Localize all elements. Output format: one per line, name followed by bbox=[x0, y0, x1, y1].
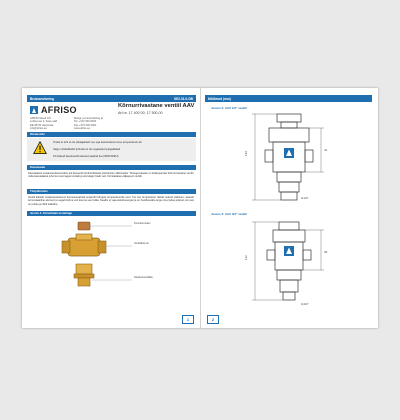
warning-triangle-icon bbox=[33, 141, 47, 155]
callout-body: Ventiilkorpus bbox=[134, 242, 149, 245]
document-spread bbox=[22, 88, 378, 328]
valve-drawing-2 bbox=[225, 218, 355, 308]
valve-installation-illustration bbox=[32, 216, 192, 306]
page-left bbox=[22, 88, 200, 328]
dim-2-a: 36 bbox=[324, 250, 328, 254]
page-header-bar bbox=[27, 95, 196, 102]
brand-name: AFRISO bbox=[41, 105, 77, 115]
warning-text-3: Kinnitatud kasutusvõimalused saadud ka (2006/42/EÜ). bbox=[53, 155, 120, 158]
page-number-1[interactable]: 1 bbox=[182, 315, 194, 324]
dim-1-total: 136 bbox=[244, 150, 248, 156]
section-usage-header: Kasutusala bbox=[27, 165, 196, 170]
document-title: Kõrnurrivastane ventiil AAV bbox=[118, 103, 195, 109]
warning-text-1: Tootel ei tohi ei ole pikaajaliselt vee ega kasutuskoormuse temperatuuri all. bbox=[53, 141, 143, 144]
header-section-title: Mõõtmed (mm) bbox=[208, 96, 231, 101]
section-figure-header: Joonis 1: Kõrvaltrakt tootelõige bbox=[27, 211, 196, 216]
usage-paragraph: Kasutatakse soojaveesüsteemides kui lisaventiil toruhooldusele pöördvoolu vältimiseks. Tootega kaasas on kokkupandav kõrnurrivastane ventiil, mida kasutatakse juhul kui vesi tagasi voolab ja siis klapp hoiab vett. Kinnitatakse väljaspool ventiili. bbox=[28, 172, 194, 179]
operation-paragraph: Ventiil kaitseb soojaveesüsteemi kuumaveeahela soojendit kõrgete temperatuuride eest. Kui vee temperatuur ületab seatud väärtuse, avaneb termostaatiline element ja segab külma vett kuuma vee hulka. Seadis ei vaja elektrienergiat ja on hooldusvaba kogu oma tööea jooksul, kui vesi on puhas ja rõhk stabiilne. bbox=[28, 196, 194, 206]
section-operation-header: Tööpõhimõte bbox=[27, 189, 196, 194]
document-subtitle: Art.nr. 17 400 00, 17 500 00 bbox=[118, 111, 163, 115]
dim-1-a: 41 bbox=[324, 148, 328, 152]
page-number-2[interactable]: 2 bbox=[207, 315, 219, 324]
page-header-bar bbox=[205, 95, 372, 102]
figure-2-label: Joonis 2: AAV 1/2" ventiil bbox=[211, 106, 247, 110]
valve-drawing-1 bbox=[225, 112, 355, 202]
header-doc-code: SE2.01.0-GB bbox=[174, 96, 193, 101]
company-address: AFRISO Eesti OÜ Lehtse tee 3, Kose vald EE-65711 Harjumaa info@afriso.ee bbox=[30, 117, 58, 130]
afriso-logo-icon bbox=[30, 106, 38, 114]
callout-nut: Kinnitusmutter bbox=[134, 222, 151, 225]
figure-3-label: Joonis 3: AAV 3/4" ventiil bbox=[211, 212, 247, 216]
section-safety-header: Ohutusinfo bbox=[27, 132, 196, 137]
dim-1-thread: G1/2" bbox=[301, 196, 309, 200]
warning-text-2: Vaigu mittekõikidel juhtudel ei ole vigastatud paigaldatud. bbox=[53, 148, 121, 151]
dim-2-thread: G3/4" bbox=[301, 302, 309, 306]
company-contact: Müügi- ja tootmisühing ja Tel. +372 000 0000 Fax +372 000 0001 www.afriso.ee bbox=[74, 117, 103, 130]
warning-box bbox=[27, 138, 196, 161]
callout-thread: Sisekeere/välisk. bbox=[134, 276, 154, 279]
brand-logo bbox=[30, 105, 77, 115]
header-doc-type: Bruksanvisning bbox=[30, 96, 54, 101]
page-right bbox=[200, 88, 378, 328]
dim-2-total: 112 bbox=[244, 255, 248, 260]
